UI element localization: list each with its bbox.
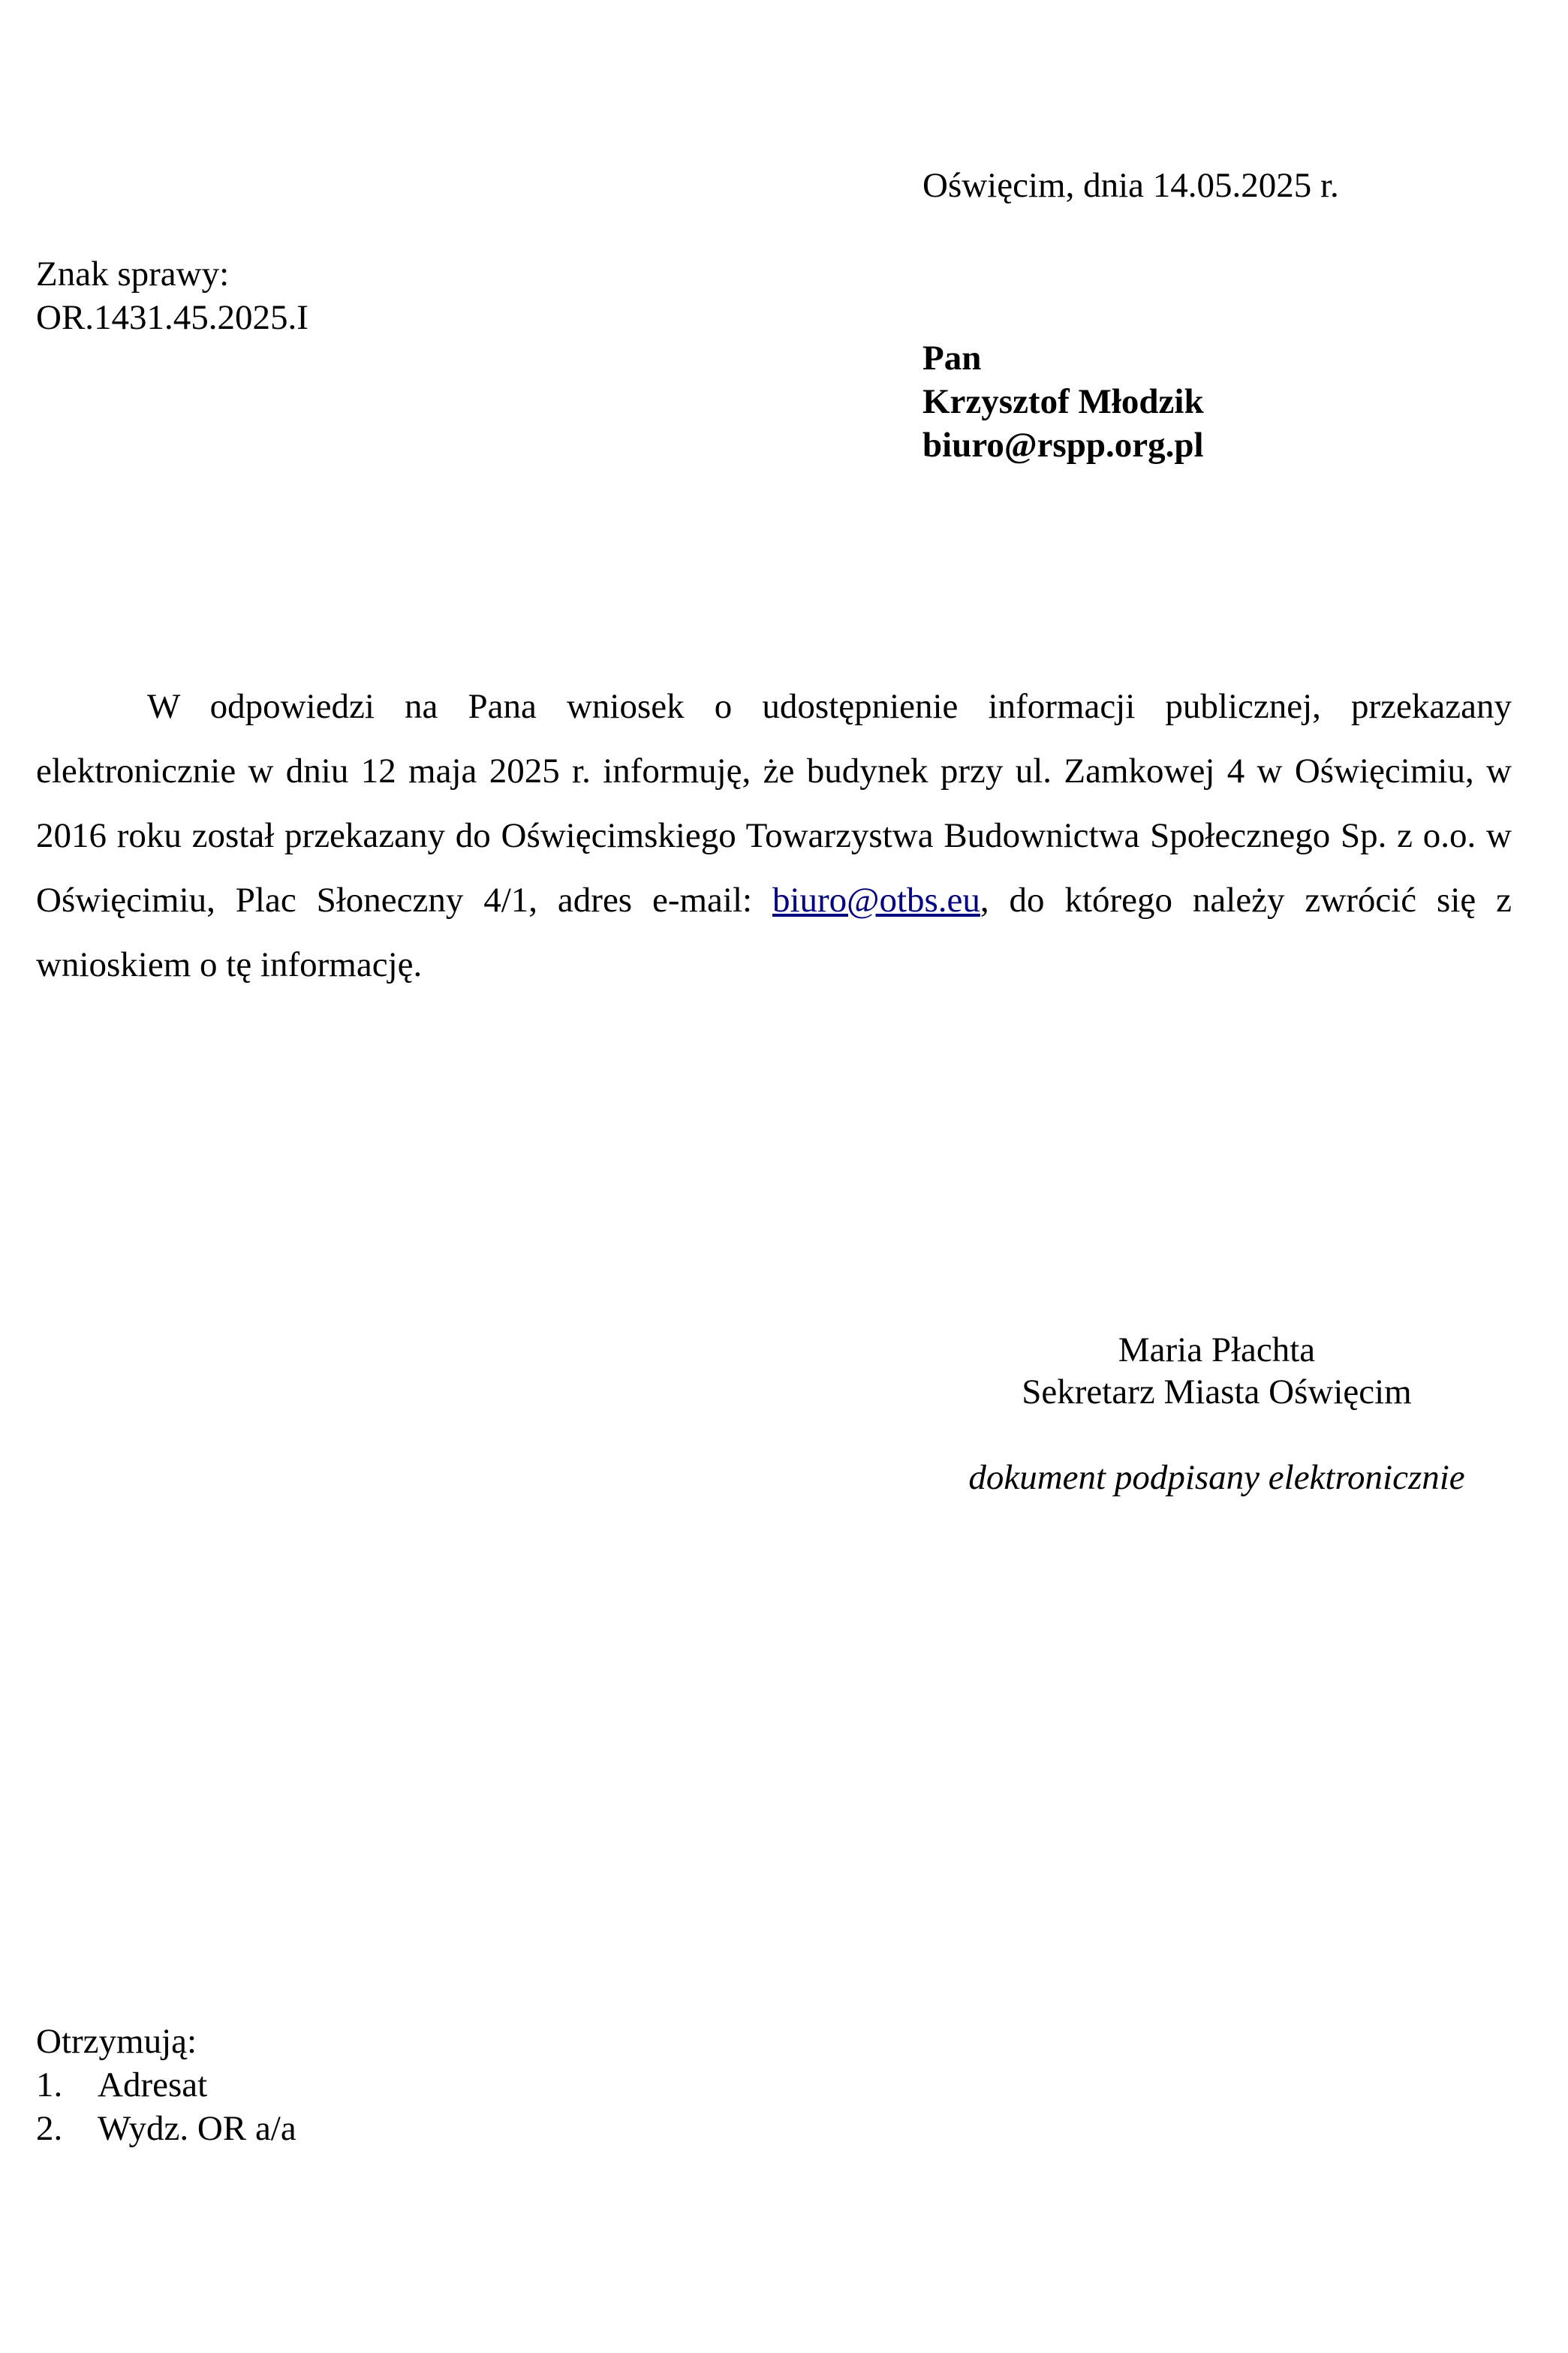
list-item-number: 2. — [36, 2109, 63, 2148]
otbs-email-link[interactable]: biuro@otbs.eu — [772, 881, 980, 920]
recipient-email: biuro@rspp.org.pl — [922, 426, 1204, 465]
place-and-date: Oświęcim, dnia 14.05.2025 r. — [922, 166, 1339, 205]
list-item-label: Adresat — [98, 2065, 208, 2104]
distribution-list — [36, 2020, 296, 2150]
body-text-after-link: , do którego należy zwrócić się z wnioskiem o tę informację. — [36, 881, 1512, 984]
case-reference — [36, 252, 308, 339]
case-number: OR.1431.45.2025.I — [36, 298, 308, 337]
body-text-before-link: W odpowiedzi na Pana wniosek o udostępnienie informacji publicznej, przekazany elektronicznie w dniu 12 maja 2025 r. informuję, że budynek przy ul. Zamkowej 4 w Oświęcimiu, w 2016 roku został przekazany do Oświęcimskiego Towarzystwa Budownictwa Społecznego Sp. z o.o. w Oświęcimiu, Plac Słoneczny 4/1, adres e-mail: — [36, 687, 1512, 920]
signature-block — [920, 1329, 1513, 1499]
list-item — [36, 2107, 296, 2150]
signatory-name: Maria Płachta — [1118, 1330, 1316, 1369]
case-label: Znak sprawy: — [36, 255, 230, 294]
recipient-salutation: Pan — [922, 339, 982, 378]
list-item-number: 1. — [36, 2065, 63, 2104]
recipient-address-block — [922, 336, 1204, 467]
list-item — [36, 2063, 296, 2107]
letter-body — [36, 674, 1512, 997]
signatory-title: Sekretarz Miasta Oświęcim — [1022, 1372, 1412, 1411]
electronic-signature-note: dokument podpisany elektronicznie — [968, 1458, 1465, 1497]
list-item-label: Wydz. OR a/a — [98, 2109, 296, 2148]
recipient-name: Krzysztof Młodzik — [922, 382, 1204, 421]
distribution-heading: Otrzymują: — [36, 2022, 197, 2061]
